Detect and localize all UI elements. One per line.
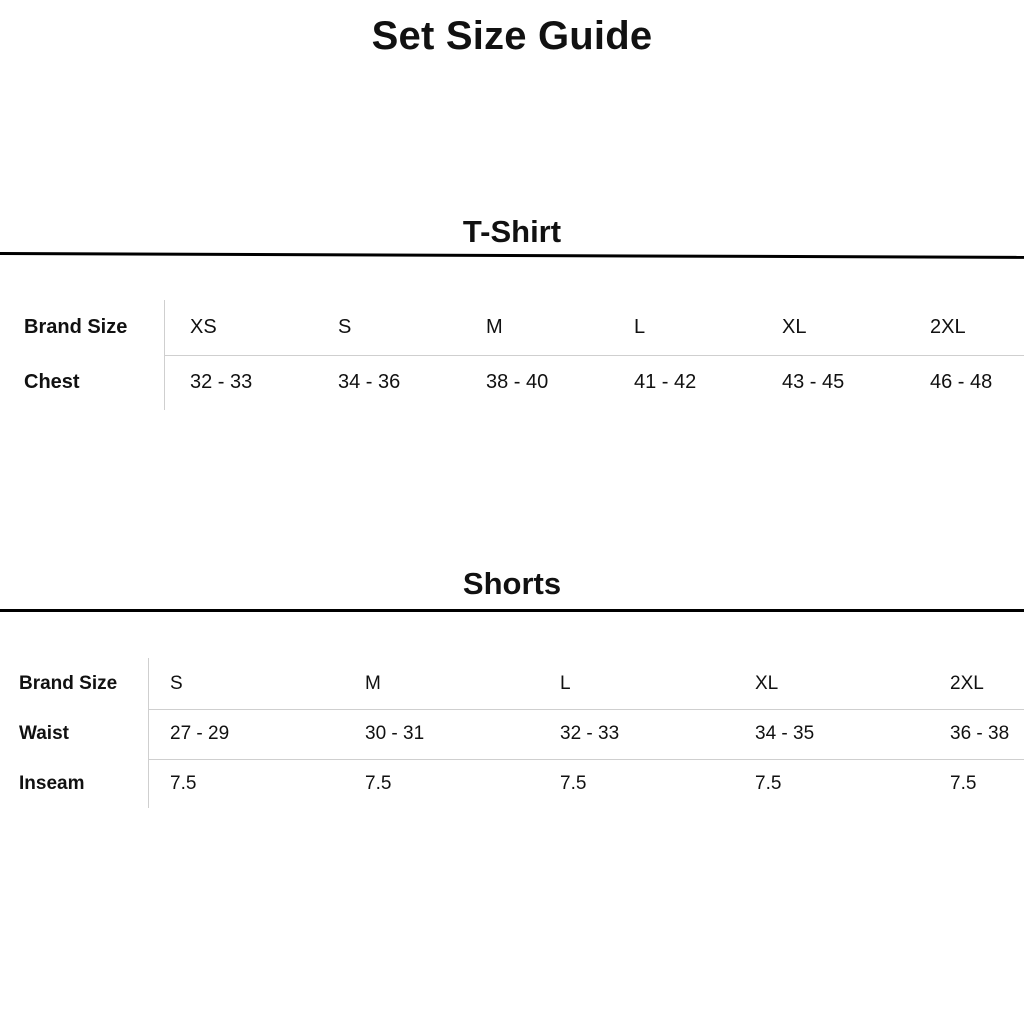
shorts-waist-xl: 34 - 35 bbox=[755, 723, 815, 744]
shorts-size-2xl: 2XL bbox=[950, 673, 984, 694]
tshirt-size-xl: XL bbox=[782, 316, 807, 338]
tshirt-chest-xl: 43 - 45 bbox=[782, 371, 845, 393]
shorts-inseam-l: 7.5 bbox=[560, 773, 587, 794]
shorts-row-divider-1 bbox=[149, 709, 1024, 710]
shorts-divider bbox=[0, 609, 1024, 612]
shorts-size-s: S bbox=[170, 673, 183, 694]
shorts-size-l: L bbox=[560, 673, 571, 694]
shorts-inseam-xl: 7.5 bbox=[755, 773, 782, 794]
shorts-waist-l: 32 - 33 bbox=[560, 723, 620, 744]
tshirt-size-m: M bbox=[486, 316, 503, 338]
shorts-column-divider bbox=[148, 658, 149, 808]
tshirt-divider bbox=[0, 252, 1024, 259]
tshirt-heading: T-Shirt bbox=[462, 214, 562, 249]
shorts-inseam-2xl: 7.5 bbox=[950, 773, 977, 794]
shorts-waist-2xl: 36 - 38 bbox=[950, 723, 1010, 744]
page-title: Set Size Guide bbox=[371, 14, 653, 58]
shorts-inseam-m: 7.5 bbox=[365, 773, 392, 794]
shorts-heading: Shorts bbox=[462, 566, 562, 601]
tshirt-chest-xs: 32 - 33 bbox=[190, 371, 253, 393]
shorts-row-label-brand-size: Brand Size bbox=[19, 673, 118, 694]
tshirt-size-xs: XS bbox=[190, 316, 217, 338]
tshirt-chest-l: 41 - 42 bbox=[634, 371, 697, 393]
tshirt-chest-2xl: 46 - 48 bbox=[930, 371, 993, 393]
tshirt-chest-m: 38 - 40 bbox=[486, 371, 549, 393]
shorts-row-label-waist: Waist bbox=[19, 723, 69, 744]
shorts-row-divider-2 bbox=[149, 759, 1024, 760]
shorts-inseam-s: 7.5 bbox=[170, 773, 197, 794]
shorts-waist-s: 27 - 29 bbox=[170, 723, 230, 744]
tshirt-size-l: L bbox=[634, 316, 646, 338]
tshirt-row-label-chest: Chest bbox=[24, 371, 80, 393]
tshirt-size-2xl: 2XL bbox=[930, 316, 966, 338]
shorts-size-m: M bbox=[365, 673, 381, 694]
tshirt-size-s: S bbox=[338, 316, 352, 338]
shorts-row-label-inseam: Inseam bbox=[19, 773, 85, 794]
tshirt-row-divider bbox=[165, 355, 1024, 356]
shorts-size-xl: XL bbox=[755, 673, 779, 694]
tshirt-row-label-brand-size: Brand Size bbox=[24, 316, 128, 338]
shorts-waist-m: 30 - 31 bbox=[365, 723, 425, 744]
tshirt-chest-s: 34 - 36 bbox=[338, 371, 401, 393]
